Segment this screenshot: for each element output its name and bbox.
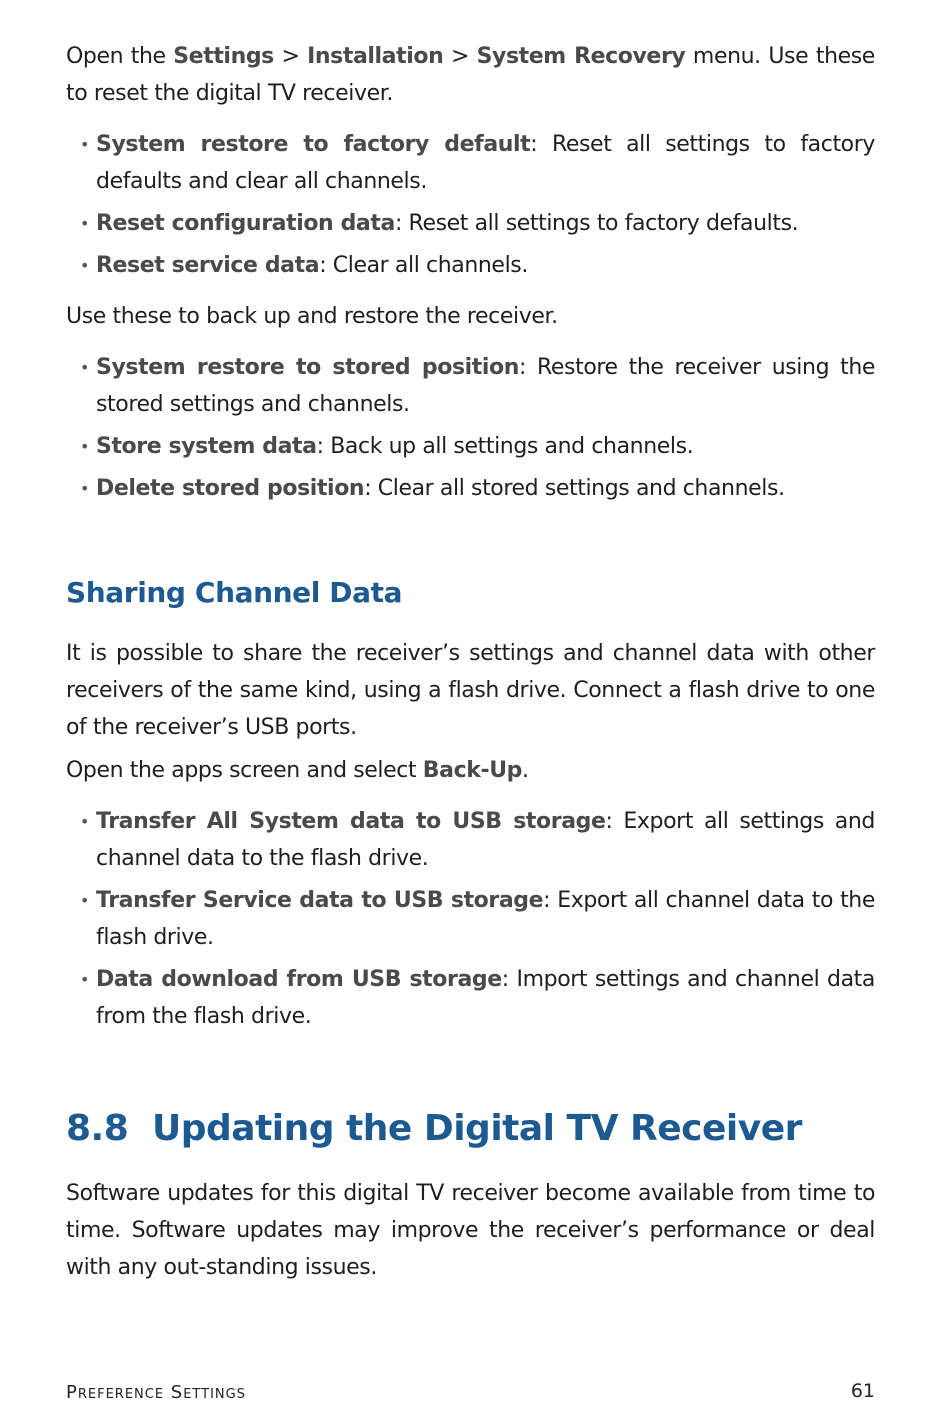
bullet-icon: • <box>80 135 90 154</box>
section-number: 8.8 <box>66 1108 129 1149</box>
list-item <box>66 126 875 200</box>
intro-text: menu. Use these to reset the digital TV receiver. <box>66 44 875 106</box>
bullet-icon: • <box>80 214 90 233</box>
menu-installation: Installation <box>307 44 444 69</box>
bullet-icon: • <box>80 812 90 831</box>
item-term: Delete stored position <box>96 476 365 501</box>
item-term: Reset configuration data <box>96 211 395 236</box>
running-footer: Preference Settings <box>66 1382 246 1403</box>
open-apps-text: Open the apps screen and select <box>66 758 423 783</box>
list-item <box>66 961 875 1035</box>
item-term: Reset service data <box>96 253 320 278</box>
sharing-paragraph: It is possible to share the receiver’s settings and channel data with other receivers of the same kind, using a flash drive. Connect a flash drive to one of the receiver’s USB ports. <box>66 641 875 740</box>
section-heading <box>66 1105 875 1153</box>
item-description: : Reset all settings to factory defaults. <box>394 211 799 236</box>
item-term: Transfer All System data to USB storage <box>96 809 606 834</box>
page-number: 61 <box>850 1380 875 1402</box>
sharing-heading: Sharing Channel Data <box>66 576 403 609</box>
item-term: System restore to stored position <box>96 355 520 380</box>
list-item <box>66 803 875 877</box>
menu-separator: > <box>443 44 477 69</box>
menu-separator: > <box>273 44 308 69</box>
bullet-icon: • <box>80 891 90 910</box>
item-description: : Export all settings and channel data to the flash drive. <box>96 809 875 871</box>
item-description: : Export all channel data to the flash drive. <box>96 888 875 950</box>
item-description: : Clear all channels. <box>319 253 528 278</box>
section-title: Updating the Digital TV Receiver <box>152 1108 802 1149</box>
list-item <box>66 247 875 284</box>
reset-options-list <box>66 126 875 284</box>
bullet-icon: • <box>80 479 90 498</box>
backup-options-list <box>66 349 875 507</box>
list-item <box>66 470 875 507</box>
menu-system-recovery: System Recovery <box>476 44 686 69</box>
backup-intro: Use these to back up and restore the receiver. <box>66 304 558 329</box>
intro-paragraph <box>66 38 875 112</box>
item-description: : Back up all settings and channels. <box>316 434 694 459</box>
item-description: : Import settings and channel data from the flash drive. <box>96 967 875 1029</box>
menu-settings: Settings <box>173 44 274 69</box>
item-description: : Clear all stored settings and channels. <box>364 476 785 501</box>
bullet-icon: • <box>80 437 90 456</box>
backup-app-name: Back-Up <box>422 758 523 783</box>
item-description: : Restore the receiver using the stored settings and channels. <box>96 355 875 417</box>
page-content <box>66 38 875 1286</box>
intro-text: Open the <box>66 44 174 69</box>
usb-options-list <box>66 803 875 1035</box>
item-term: Transfer Service data to USB storage <box>96 888 544 913</box>
section-paragraph: Software updates for this digital TV receiver become available from time to time. Software updates may improve the receiver’s performance or deal with any out-standing issues. <box>66 1181 875 1280</box>
list-item <box>66 205 875 242</box>
bullet-icon: • <box>80 970 90 989</box>
item-term: Data download from USB storage <box>96 967 502 992</box>
item-description: : Reset all settings to factory defaults and clear all channels. <box>96 132 876 194</box>
list-item <box>66 882 875 956</box>
bullet-icon: • <box>80 358 90 377</box>
item-term: System restore to factory default <box>96 132 531 157</box>
open-apps-paragraph <box>66 752 875 789</box>
list-item <box>66 349 875 423</box>
open-apps-text: . <box>522 758 529 783</box>
item-term: Store system data <box>96 434 317 459</box>
bullet-icon: • <box>80 256 90 275</box>
list-item <box>66 428 875 465</box>
